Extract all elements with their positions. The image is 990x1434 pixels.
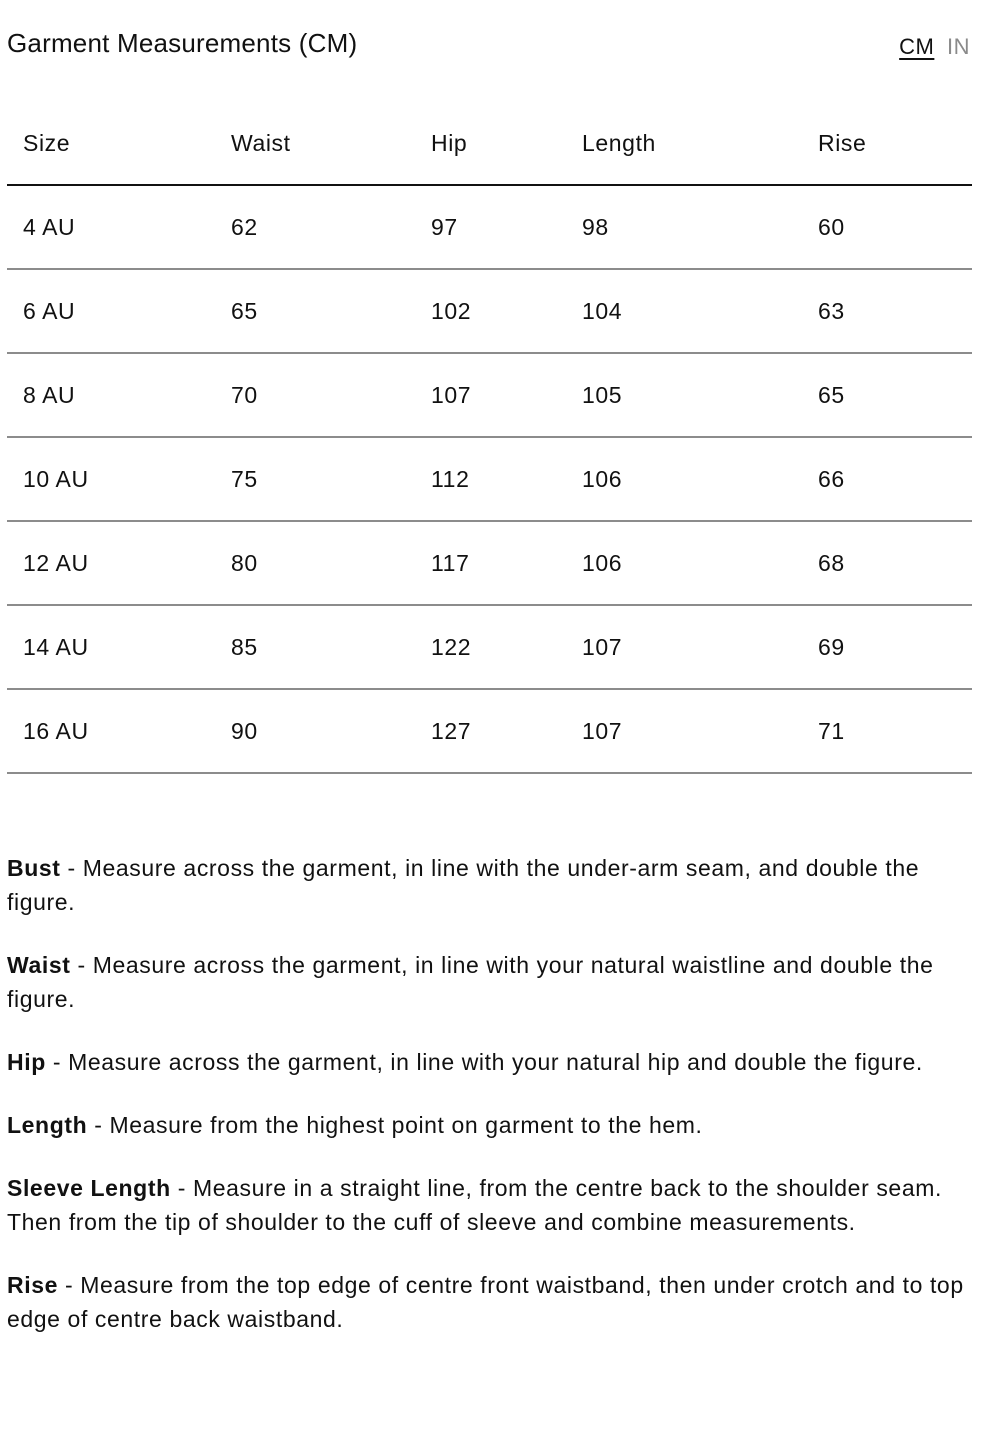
cell-length: 98 xyxy=(566,185,802,269)
cell-hip: 122 xyxy=(415,605,566,689)
column-header-rise: Rise xyxy=(802,102,972,185)
unit-cm-link[interactable]: CM xyxy=(899,34,935,59)
cell-hip: 112 xyxy=(415,437,566,521)
cell-rise: 66 xyxy=(802,437,972,521)
cell-waist: 70 xyxy=(215,353,415,437)
cell-length: 106 xyxy=(566,521,802,605)
note-rise xyxy=(7,1268,982,1336)
column-header-waist: Waist xyxy=(215,102,415,185)
cell-length: 107 xyxy=(566,605,802,689)
cell-waist: 65 xyxy=(215,269,415,353)
cell-rise: 69 xyxy=(802,605,972,689)
table-header-row xyxy=(7,102,972,185)
measurement-guide xyxy=(7,851,982,1365)
cell-size: 12 AU xyxy=(7,521,215,605)
cell-waist: 80 xyxy=(215,521,415,605)
cell-hip: 97 xyxy=(415,185,566,269)
note-text: - Measure across the garment, in line with the under-arm seam, and double the figure. xyxy=(7,855,920,915)
cell-hip: 107 xyxy=(415,353,566,437)
note-sleeve-length xyxy=(7,1171,982,1239)
cell-size: 4 AU xyxy=(7,185,215,269)
note-hip xyxy=(7,1045,982,1079)
cell-rise: 63 xyxy=(802,269,972,353)
page-title: Garment Measurements (CM) xyxy=(7,28,358,58)
column-header-hip: Hip xyxy=(415,102,566,185)
cell-waist: 62 xyxy=(215,185,415,269)
note-term: Sleeve Length xyxy=(7,1175,171,1201)
cell-hip: 127 xyxy=(415,689,566,773)
cell-waist: 85 xyxy=(215,605,415,689)
cell-size: 6 AU xyxy=(7,269,215,353)
column-header-length: Length xyxy=(566,102,802,185)
cell-size: 8 AU xyxy=(7,353,215,437)
cell-rise: 65 xyxy=(802,353,972,437)
table-row xyxy=(7,353,972,437)
cell-length: 105 xyxy=(566,353,802,437)
column-header-size: Size xyxy=(7,102,215,185)
note-text: - Measure from the top edge of centre front waistband, then under crotch and to top edge of centre back waistband. xyxy=(7,1272,964,1332)
cell-length: 104 xyxy=(566,269,802,353)
table-row xyxy=(7,605,972,689)
cell-size: 16 AU xyxy=(7,689,215,773)
cell-rise: 68 xyxy=(802,521,972,605)
cell-waist: 90 xyxy=(215,689,415,773)
note-text: - Measure across the garment, in line with your natural waistline and double the figure. xyxy=(7,952,934,1012)
unit-in-link[interactable]: IN xyxy=(947,34,970,59)
cell-length: 106 xyxy=(566,437,802,521)
table-row xyxy=(7,185,972,269)
cell-waist: 75 xyxy=(215,437,415,521)
table-row xyxy=(7,521,972,605)
cell-rise: 60 xyxy=(802,185,972,269)
note-term: Hip xyxy=(7,1049,46,1075)
unit-toggle xyxy=(899,34,970,60)
note-text: - Measure from the highest point on garment to the hem. xyxy=(87,1112,703,1138)
cell-rise: 71 xyxy=(802,689,972,773)
note-term: Rise xyxy=(7,1272,58,1298)
cell-hip: 102 xyxy=(415,269,566,353)
measurements-table xyxy=(7,102,972,774)
note-bust xyxy=(7,851,982,919)
note-term: Bust xyxy=(7,855,61,881)
note-text: - Measure in a straight line, from the centre back to the shoulder seam. Then from the tip of shoulder to the cuff of sleeve and combine measurements. xyxy=(7,1175,942,1235)
cell-size: 10 AU xyxy=(7,437,215,521)
note-waist xyxy=(7,948,982,1016)
cell-length: 107 xyxy=(566,689,802,773)
note-term: Length xyxy=(7,1112,88,1138)
cell-size: 14 AU xyxy=(7,605,215,689)
table-row xyxy=(7,689,972,773)
table-row xyxy=(7,437,972,521)
note-length xyxy=(7,1108,982,1142)
note-text: - Measure across the garment, in line with your natural hip and double the figure. xyxy=(45,1049,923,1075)
cell-hip: 117 xyxy=(415,521,566,605)
note-term: Waist xyxy=(7,952,71,978)
table-row xyxy=(7,269,972,353)
